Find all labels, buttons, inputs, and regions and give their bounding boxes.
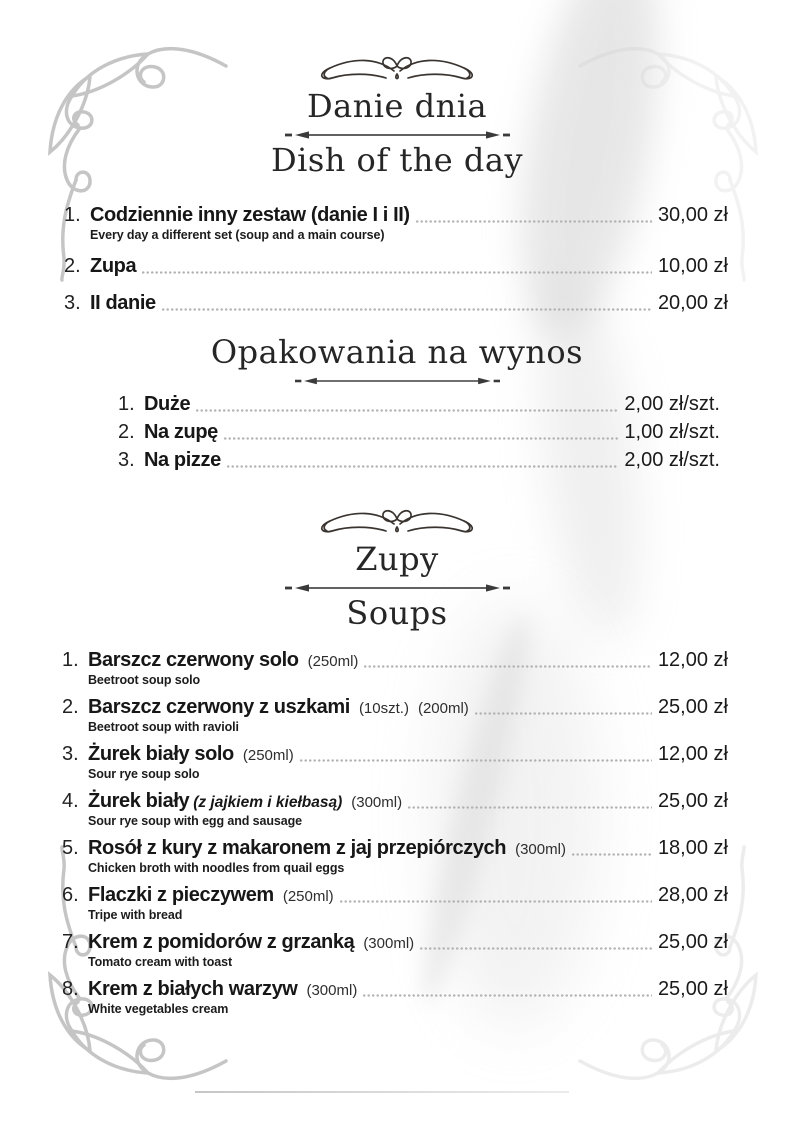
item-size: (250ml) xyxy=(282,887,334,905)
menu-item-row xyxy=(62,976,728,1002)
item-number: 5. xyxy=(62,836,79,859)
menu-item xyxy=(62,835,728,875)
dotted-leader xyxy=(300,759,652,762)
item-price: 30,00 zł xyxy=(657,203,728,226)
menu-item-row xyxy=(64,290,728,316)
item-price: 18,00 zł xyxy=(657,836,728,859)
item-price: 12,00 zł xyxy=(657,742,728,765)
item-price: 25,00 zł xyxy=(657,695,728,718)
menu-item xyxy=(118,447,720,473)
menu-item-row xyxy=(118,447,720,473)
item-name: Duże xyxy=(144,392,191,415)
menu-item xyxy=(64,253,728,279)
item-name: Rosół z kury z makaronem z jaj przepiórczych xyxy=(88,836,507,859)
item-description-en: Beetroot soup solo xyxy=(88,672,201,687)
menu-item xyxy=(64,202,728,242)
item-list xyxy=(64,202,728,316)
item-number: 3. xyxy=(64,291,81,314)
item-price: 2,00 zł/szt. xyxy=(624,448,720,471)
item-name: Krem z pomidorów z grzanką xyxy=(88,930,355,953)
item-price: 28,00 zł xyxy=(657,883,728,906)
dotted-leader xyxy=(227,465,619,468)
item-name: Żurek biały xyxy=(88,789,190,812)
item-number: 1. xyxy=(118,392,135,415)
item-number: 6. xyxy=(62,883,79,906)
flourish-ornament-icon xyxy=(312,50,482,92)
dotted-leader xyxy=(408,806,652,809)
arrow-divider xyxy=(295,375,500,387)
item-name: Zupa xyxy=(90,254,137,277)
item-number: 1. xyxy=(64,203,81,226)
item-name: II danie xyxy=(90,291,156,314)
item-price: 25,00 zł xyxy=(657,977,728,1000)
item-name: Barszcz czerwony solo xyxy=(88,648,299,671)
menu-item-row xyxy=(62,835,728,861)
item-price: 25,00 zł xyxy=(657,789,728,812)
item-name: Codziennie inny zestaw (danie I i II) xyxy=(90,203,410,226)
menu-item xyxy=(62,694,728,734)
item-price: 20,00 zł xyxy=(657,291,728,314)
menu-item-row xyxy=(62,882,728,908)
item-list xyxy=(118,391,720,473)
menu-item-row xyxy=(62,741,728,767)
item-price: 2,00 zł/szt. xyxy=(624,392,720,415)
item-name: Krem z białych warzyw xyxy=(88,977,298,1000)
menu-item-row xyxy=(62,647,728,673)
item-price: 25,00 zł xyxy=(657,930,728,953)
menu-item xyxy=(62,647,728,687)
dotted-leader xyxy=(420,947,652,950)
item-size: (250ml) xyxy=(307,652,359,670)
dotted-leader xyxy=(364,665,652,668)
flourish-ornament-icon xyxy=(312,503,482,545)
dotted-leader xyxy=(416,220,652,223)
dotted-leader xyxy=(196,409,618,412)
menu-item xyxy=(62,788,728,828)
item-number: 8. xyxy=(62,977,79,1000)
menu-item-row xyxy=(118,391,720,417)
item-name: Barszcz czerwony z uszkami xyxy=(88,695,350,718)
section-danie xyxy=(0,50,794,316)
menu-item xyxy=(62,929,728,969)
item-size: (300ml) xyxy=(306,981,358,999)
arrow-divider xyxy=(285,582,510,594)
item-description-en: Beetroot soup with ravioli xyxy=(88,719,239,734)
item-size: (300ml) xyxy=(351,793,403,811)
menu-item xyxy=(118,419,720,445)
item-list xyxy=(62,647,728,1016)
item-number: 4. xyxy=(62,789,79,812)
menu-item xyxy=(62,976,728,1016)
dotted-leader xyxy=(340,900,652,903)
section-title-pl: Danie dnia xyxy=(306,87,488,125)
menu-item xyxy=(62,882,728,922)
item-description-en: Sour rye soup solo xyxy=(88,766,200,781)
item-price: 1,00 zł/szt. xyxy=(624,420,720,443)
dotted-leader xyxy=(572,853,652,856)
item-name-note: (z jajkiem i kiełbasą) xyxy=(193,793,343,811)
item-price: 12,00 zł xyxy=(657,648,728,671)
menu-item-row xyxy=(64,202,728,228)
item-description-en: Chicken broth with noodles from quail eggs xyxy=(88,860,345,875)
item-number: 2. xyxy=(62,695,79,718)
item-number: 2. xyxy=(118,420,135,443)
item-number: 3. xyxy=(118,448,135,471)
item-size: (300ml) xyxy=(363,934,415,952)
menu-item-row xyxy=(62,788,728,814)
section-title-pl: Opakowania na wynos xyxy=(210,332,584,371)
item-quantity: (10szt.) xyxy=(358,699,409,717)
section-title-en: Dish of the day xyxy=(270,140,524,179)
item-description-en: Sour rye soup with egg and sausage xyxy=(88,813,303,828)
item-number: 1. xyxy=(62,648,79,671)
dotted-leader xyxy=(142,271,652,274)
item-description-en: White vegetables cream xyxy=(88,1001,229,1016)
menu-item-row xyxy=(62,929,728,955)
section-opakowania xyxy=(0,332,794,473)
menu-item-row xyxy=(118,419,720,445)
menu-item xyxy=(64,290,728,316)
menu-item xyxy=(62,741,728,781)
item-size: (300ml) xyxy=(515,840,566,858)
item-name: Flaczki z pieczywem xyxy=(88,883,274,906)
menu-item-row xyxy=(62,694,728,720)
bottom-ornament-line xyxy=(195,1091,569,1094)
section-zupy xyxy=(0,503,794,1016)
section-title-pl: Zupy xyxy=(355,539,439,578)
dotted-leader xyxy=(224,437,619,440)
item-number: 7. xyxy=(62,930,79,953)
item-size: (250ml) xyxy=(242,746,294,764)
item-name: Żurek biały solo xyxy=(88,742,234,765)
menu-item xyxy=(118,391,720,417)
item-number: 3. xyxy=(62,742,79,765)
menu-item-row xyxy=(64,253,728,279)
item-price: 10,00 zł xyxy=(657,254,728,277)
item-number: 2. xyxy=(64,254,81,277)
item-description-en: Every day a different set (soup and a main course) xyxy=(90,227,385,242)
item-name: Na pizze xyxy=(144,448,221,471)
dotted-leader xyxy=(363,994,652,997)
section-title-en: Soups xyxy=(346,593,448,632)
dotted-leader xyxy=(162,308,652,311)
item-name: Na zupę xyxy=(144,420,218,443)
item-size: (200ml) xyxy=(417,699,469,717)
item-description-en: Tripe with bread xyxy=(88,907,183,922)
arrow-divider xyxy=(285,129,510,141)
dotted-leader xyxy=(475,712,652,715)
item-description-en: Tomato cream with toast xyxy=(88,954,233,969)
